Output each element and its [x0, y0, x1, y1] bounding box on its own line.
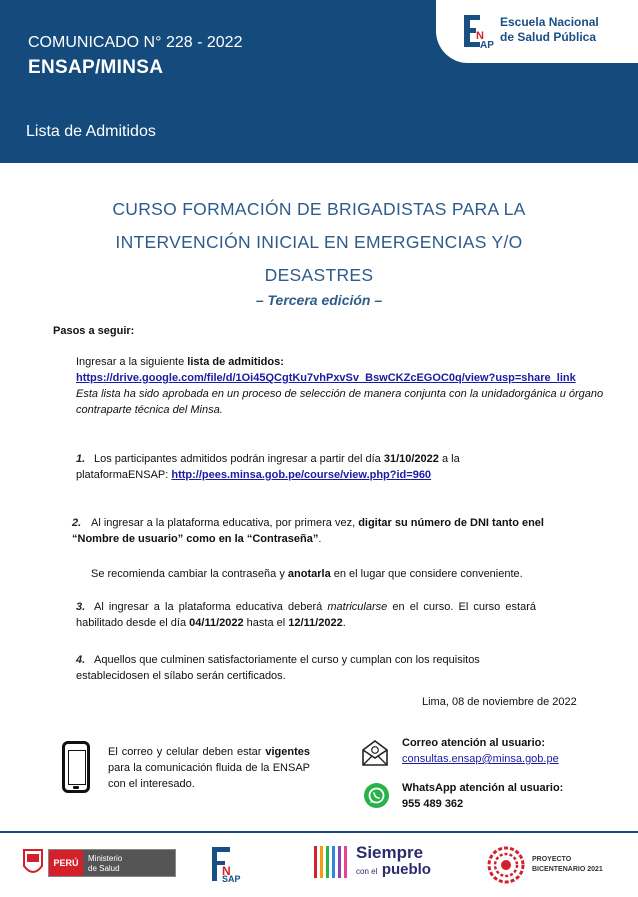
- logo-text-line1: Escuela Nacional: [500, 15, 599, 29]
- contact-note-bold: vigentes: [265, 746, 310, 758]
- bicentenario-line2: BICENTENARIO 2021: [532, 866, 603, 873]
- siempre-stripes-icon: [312, 842, 352, 882]
- step-bold-text: anotarla: [287, 568, 331, 580]
- svg-text:N: N: [222, 864, 231, 878]
- admitted-intro: [76, 354, 606, 370]
- step-text: .: [318, 533, 322, 545]
- contact-note: [108, 744, 310, 792]
- bicentenario-logo: [486, 845, 603, 885]
- document-subtitle: Lista de Admitidos: [26, 123, 156, 140]
- course-title-line1: CURSO FORMACIÓN DE BRIGADISTAS PARA LA: [112, 199, 526, 219]
- bicentenario-text: [532, 855, 603, 875]
- ministry-label: [83, 850, 175, 876]
- email-heading: Correo atención al usuario:: [402, 737, 546, 749]
- step-text: .: [342, 617, 346, 629]
- step-italic-text: matricularse: [327, 601, 388, 613]
- step-text: Al ingresar a la plataforma educativa deberá: [94, 601, 328, 613]
- step-text: Aquellos que culminen satisfactoriamente el curso y cumplan con los requisitos establecidosen el sílabo serán certificados.: [76, 654, 480, 682]
- step-text: hasta el: [243, 617, 289, 629]
- pueblo-word: pueblo: [381, 861, 431, 878]
- admitted-list-block: [76, 354, 606, 418]
- siempre-word: Siempre: [356, 843, 424, 862]
- course-title-line2: INTERVENCIÓN INICIAL EN EMERGENCIAS Y/O: [115, 232, 523, 252]
- communique-number: COMUNICADO N° 228 - 2022: [28, 34, 243, 51]
- peru-shield-icon: [22, 848, 44, 878]
- peru-label: PERÚ: [49, 850, 83, 876]
- bicentenario-line1: PROYECTO: [532, 856, 572, 863]
- email-icon: [361, 739, 389, 767]
- course-edition: – Tercera edición –: [255, 292, 383, 308]
- whatsapp-glyph-icon: [364, 783, 389, 808]
- step-item-2: [72, 515, 552, 547]
- svg-text:SAP: SAP: [222, 874, 241, 883]
- siempre-con-el-pueblo-logo: [312, 842, 431, 882]
- step-text: Al ingresar a la plataforma educativa, por primera vez,: [91, 517, 359, 529]
- siempre-text: [356, 844, 431, 880]
- svg-text:N: N: [476, 30, 484, 42]
- minsa-badge: [48, 849, 176, 877]
- step-text: a la plataformaENSAP:: [76, 453, 460, 481]
- organization-name: ENSAP/MINSA: [28, 57, 164, 78]
- step-bold-text: digitar su número de DNI tanto enel “Nombre de usuario” como en la “Contraseña”: [72, 517, 544, 545]
- email-link[interactable]: consultas.ensap@minsa.gob.pe: [402, 753, 559, 765]
- step-date: 12/11/2022: [288, 617, 343, 629]
- admitted-intro-text: Ingresar a la siguiente: [76, 356, 188, 368]
- logo-text-line2: de Salud Pública: [500, 30, 597, 44]
- step-number: 4.: [76, 654, 86, 666]
- footer-divider: [0, 831, 638, 833]
- ensap-footer-logo: [208, 845, 252, 888]
- pueblo-small: con el: [356, 867, 378, 876]
- step-date: 31/10/2022: [383, 453, 439, 465]
- step-item-1: [76, 451, 496, 483]
- step-item-2-extra: [91, 566, 571, 582]
- ministry-line1: Ministerio: [88, 854, 123, 863]
- step-text: Los participantes admitidos podrán ingresar a partir del día: [94, 453, 384, 465]
- ensap-footer-icon: [208, 845, 252, 883]
- step-item-3: [76, 599, 536, 631]
- course-title-line3: DESASTRES: [264, 265, 374, 285]
- admitted-intro-bold: lista de admitidos:: [187, 356, 284, 368]
- whatsapp-heading: WhatsApp atención al usuario:: [402, 782, 564, 794]
- ensap-logo: [436, 0, 638, 63]
- minsa-logo: [22, 848, 44, 883]
- logo-text: [500, 15, 599, 45]
- step-number: 1.: [76, 453, 86, 465]
- step-text: en el curso. El curso estará habilitado desde el día: [76, 601, 536, 629]
- whatsapp-icon: [364, 783, 389, 808]
- whatsapp-number: 955 489 362: [402, 798, 464, 810]
- step-number: 2.: [72, 517, 82, 529]
- step-text: Se recomienda cambiar la contraseña y: [91, 568, 288, 580]
- pueblo-line: [356, 862, 431, 880]
- ministry-line2: de Salud: [88, 864, 120, 873]
- ensap-logo-icon: [462, 13, 496, 49]
- step-text: en el lugar que considere conveniente.: [330, 568, 523, 580]
- signature-date: Lima, 08 de noviembre de 2022: [422, 696, 577, 708]
- steps-heading: Pasos a seguir:: [53, 325, 135, 337]
- step-date: 04/11/2022: [189, 617, 244, 629]
- header-banner: [0, 0, 638, 163]
- bicentenario-icon: [486, 845, 526, 885]
- admitted-list-link[interactable]: https://drive.google.com/file/d/1Oi45QCgtKu7vhPxvSv_BswCKZcEGOC0q/view?usp=share_link: [76, 372, 576, 384]
- platform-link[interactable]: http://pees.minsa.gob.pe/course/view.php?id=960: [171, 469, 432, 481]
- contact-note-text: para la comunicación fluida de la ENSAP con el interesado.: [108, 762, 310, 790]
- phone-icon: [62, 741, 90, 793]
- step-item-4: [76, 652, 516, 684]
- admitted-note: Esta lista ha sido aprobada en un proceso de selección de manera conjunta con la unidadorgánica u órgano contraparte técnica del Minsa.: [76, 388, 604, 416]
- svg-text:AP: AP: [480, 40, 494, 49]
- step-number: 3.: [76, 601, 86, 613]
- contact-note-text: El correo y celular deben estar: [108, 746, 266, 758]
